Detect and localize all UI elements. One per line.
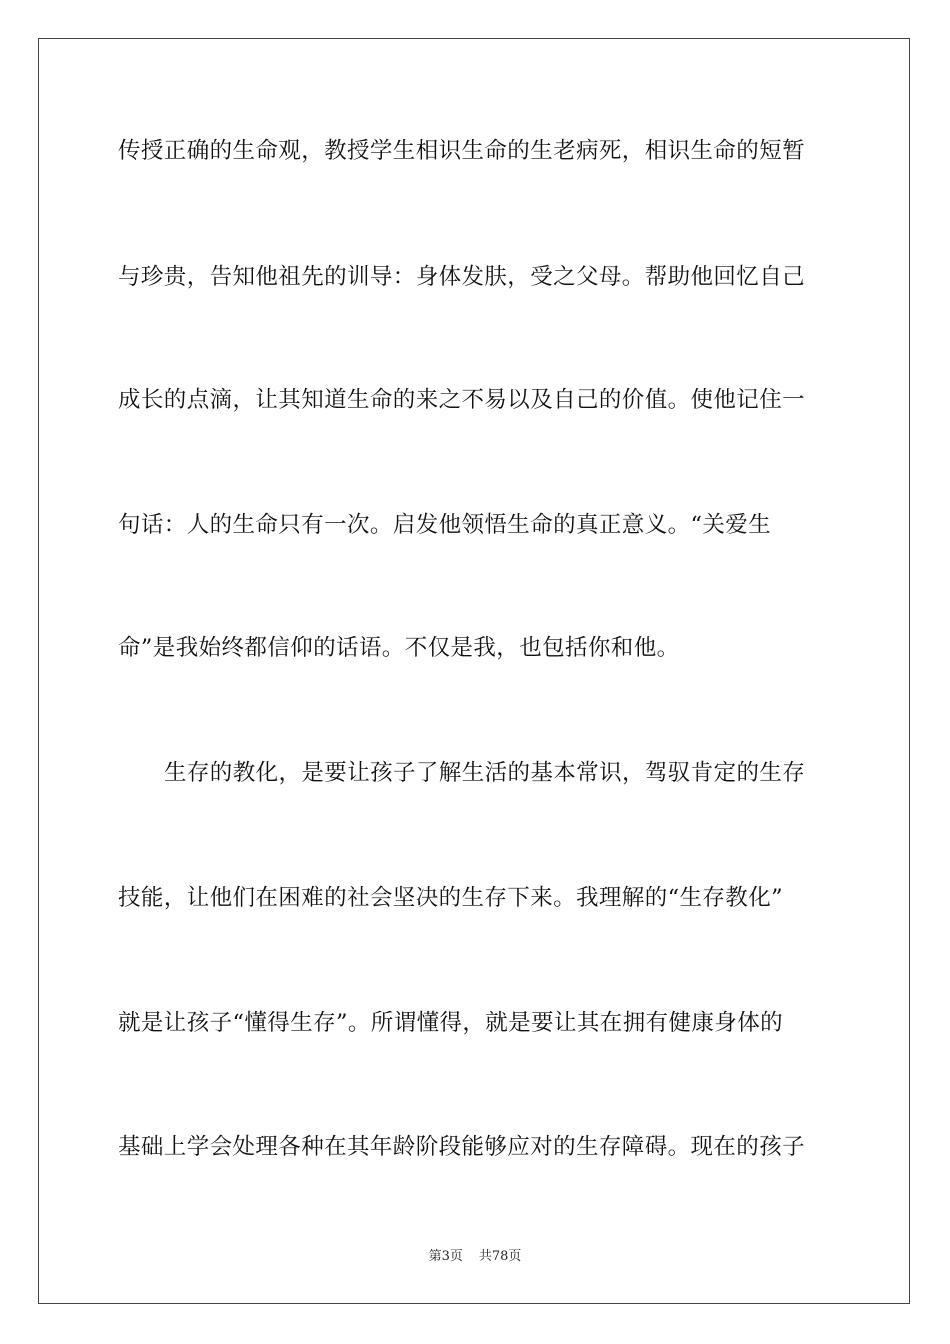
body-text-line: 命”是我始终都信仰的话语。不仅是我，也包括你和他。 — [118, 635, 680, 661]
page-total: 共78页 — [478, 1249, 522, 1264]
body-text-line: 句话：人的生命只有一次。启发他领悟生命的真正意义。“关爱生 — [118, 512, 772, 538]
body-text-line: 就是让孩子“懂得生存”。所谓懂得，就是要让其在拥有健康身体的 — [118, 1010, 784, 1036]
page-number: 第3页 — [428, 1249, 463, 1264]
paragraph-start-line: 生存的教化，是要让孩子了解生活的基本常识，驾驭肯定的生存 — [164, 760, 806, 786]
body-text-line: 成长的点滴，让其知道生命的来之不易以及自己的价值。使他记住一 — [118, 387, 806, 413]
body-text-line: 与珍贵，告知他祖先的训导：身体发肤，受之父母。帮助他回忆自己 — [118, 264, 806, 290]
page-frame — [38, 38, 910, 1304]
body-text-line: 基础上学会处理各种在其年龄阶段能够应对的生存障碍。现在的孩子 — [118, 1134, 806, 1160]
page-footer — [0, 1248, 950, 1266]
body-text-line: 技能，让他们在困难的社会坚决的生存下来。我理解的“生存教化” — [118, 885, 784, 911]
body-text-line: 传授正确的生命观，教授学生相识生命的生老病死，相识生命的短暂 — [118, 138, 806, 164]
